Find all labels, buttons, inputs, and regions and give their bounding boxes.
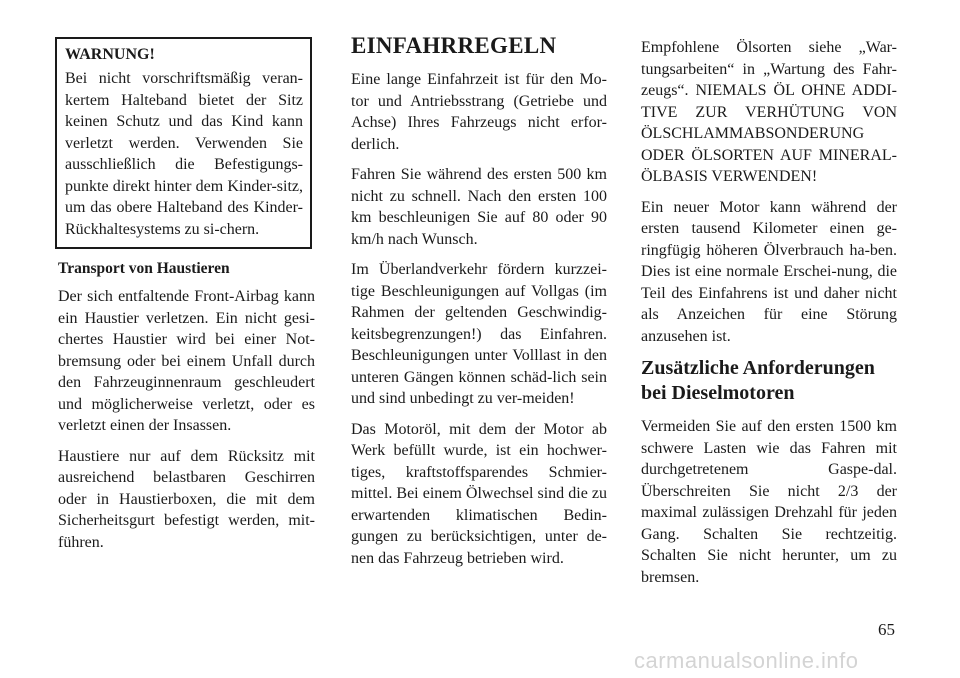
break-in-paragraph-2: Fahren Sie während des ersten 500 km nicht zu schnell. Nach den ersten 100 km beschleunigen Sie auf 80 oder 90 km/h nach Wunsch. bbox=[351, 166, 607, 248]
page-number: 65 bbox=[878, 620, 895, 639]
break-in-paragraph-3: Im Überlandverkehr fördern kurzzei-tige Beschleunigungen auf Vollgas (im Rahmen der geltenden Geschwindig-keitsbegrenzungen!) das Einfahren. Beschleunigungen unter Volllast in den unteren Gängen können schäd-lich sein und sind unbedingt zu ver-meiden! bbox=[351, 261, 607, 407]
warning-text: Bei nicht vorschriftsmäßig veran-kertem Halteband bietet der Sitz keinen Schutz und das Kind kann verletzt werden. Verwenden Sie ausschließlich die Befestigungs-punkte direkt hinter dem Kinder-sitz, um das obere Halteband des Kinder-Rückhaltesystems zu si-chern. bbox=[65, 70, 303, 238]
pets-paragraph-1: Der sich entfaltende Front-Airbag kann ein Haustier verletzen. Ein nicht gesi-chertes Haustier wird bei einer Not-bremsung oder bei einem Unfall durch den Fahrzeuginnenraum geschleudert und möglicherweise verletzt, oder es verletzt einen der Insassen. bbox=[58, 288, 315, 434]
column-middle bbox=[351, 33, 607, 578]
oil-paragraph-1: Empfohlene Ölsorten siehe „War-tungsarbeiten“ in „Wartung des Fahr-zeugs“. NIEMALS ÖL OHNE ADDI-TIVE ZUR VERHÜTUNG VON ÖLSCHLAMMABSONDERUNG ODER ÖLSORTEN AUF MINERAL-ÖLBASIS VERWENDEN! bbox=[641, 39, 897, 185]
column-left bbox=[58, 259, 315, 562]
pets-paragraph-2: Haustiere nur auf dem Rücksitz mit ausreichend belastbaren Geschirren oder in Haustierboxen, die mit dem Sicherheitsgurt befestigt werden, mit-führen. bbox=[58, 447, 315, 551]
pets-heading: Transport von Haustieren bbox=[58, 260, 230, 277]
warning-box bbox=[55, 37, 312, 249]
diesel-heading bbox=[641, 356, 897, 406]
break-in-paragraph-4: Das Motoröl, mit dem der Motor ab Werk befüllt wurde, ist ein hochwer-tiges, kraftstoffsparendes Schmier-mittel. Bei einem Ölwechsel sind die zu erwartenden klimatischen Bedin-gungen zu berücksichtigen, unter de-nen das Fahrzeug betrieben wird. bbox=[351, 420, 607, 567]
watermark: carmanualsonline.info bbox=[634, 648, 859, 673]
column-right bbox=[641, 37, 897, 597]
diesel-paragraph: Vermeiden Sie auf den ersten 1500 km schwere Lasten wie das Fahren mit durchgetretenem Gaspe-dal. Überschreiten Sie nicht 2/3 der maximal zulässigen Drehzahl für jeden Gang. Schalten Sie rechtzeitig. Schalten Sie nicht herunter, um zu bremsen. bbox=[641, 418, 897, 586]
warning-title: WARNUNG! bbox=[65, 46, 155, 63]
oil-paragraph-2: Ein neuer Motor kann während der ersten tausend Kilometer einen ge-ringfügig höheren Ölverbrauch ha-ben. Dies ist eine normale Erschei-nung, die Teil des Einfahrens ist und daher nicht als Anzeichen für eine Störung anzusehen ist. bbox=[641, 198, 897, 345]
break-in-heading: EINFAHRREGELN bbox=[351, 33, 557, 58]
break-in-paragraph-1: Eine lange Einfahrzeit ist für den Mo-tor und Antriebsstrang (Getriebe und Achse) Ihres Fahrzeugs nicht erfor-derlich. bbox=[351, 71, 607, 153]
diesel-heading-line-2: bei Dieselmotoren bbox=[641, 382, 795, 404]
diesel-heading-line-1: Zusätzliche Anforderungen bbox=[641, 357, 875, 379]
